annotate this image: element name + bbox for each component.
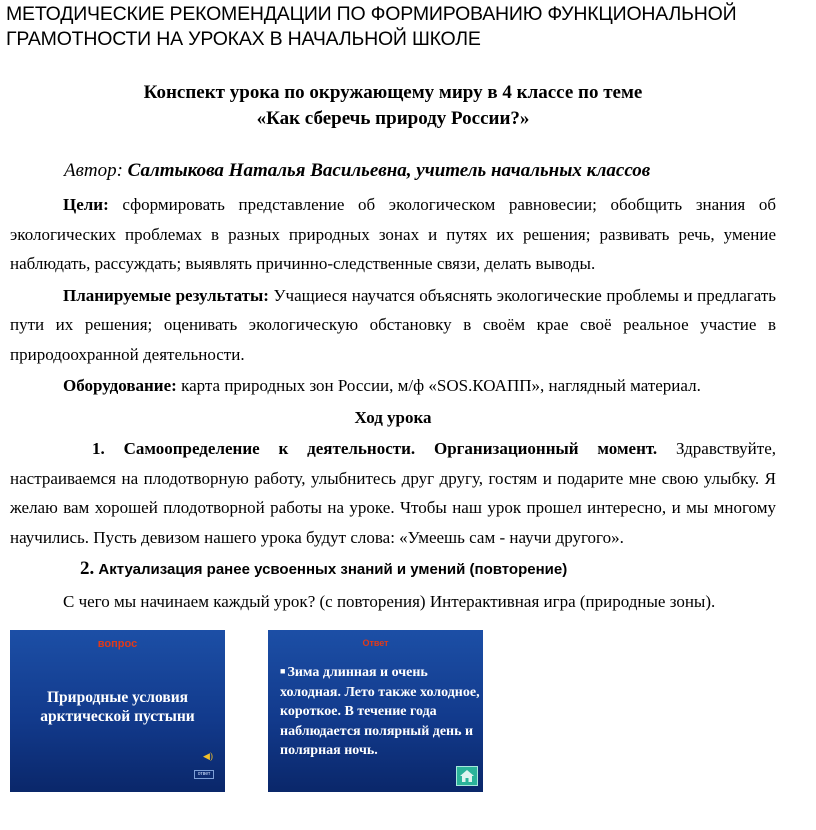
- question-slide-text: Природные условия арктической пустыни: [40, 689, 195, 725]
- answer-slide-heading: Ответ: [362, 638, 389, 648]
- step-2-number: 2.: [80, 558, 95, 579]
- header-line-2: ГРАМОТНОСТИ НА УРОКАХ В НАЧАЛЬНОЙ ШКОЛЕ: [6, 28, 481, 50]
- results-paragraph: [10, 281, 776, 370]
- lesson-document: [10, 80, 776, 616]
- equipment-text: карта природных зон России, м/ф «SOS.КОАПП», наглядный материал.: [176, 376, 701, 395]
- lesson-title-line-1: Конспект урока по окружающему миру в 4 классе по теме: [143, 82, 643, 103]
- results-text: Учащиеся научатся объяснять экологические проблемы и предлагать пути их решения; оценивать экологическую обстановку в своём крае своё реальное участие в природоохранной деятельности.: [10, 285, 777, 364]
- answer-text: Зима длинная и очень холодная. Лето также холодное, короткое. В течение года наблюдается полярный день и полярная ночь.: [280, 665, 480, 758]
- author-label: Автор:: [64, 160, 128, 181]
- author-name: Салтыкова Наталья Васильевна, учитель начальных классов: [127, 160, 651, 181]
- question-slide-heading: вопрос: [97, 638, 138, 650]
- answer-slide: [268, 630, 483, 792]
- home-icon: [457, 767, 477, 785]
- goals-text: сформировать представление об экологическом равновесии; обобщить знания об экологических проблемах в разных природных зонах и путях их решения; развивать речь, умение наблюдать, рассуждать; выявлять причинно-следственные связи, делать выводы.: [10, 195, 776, 273]
- results-label: Планируемые результаты:: [63, 285, 269, 305]
- question-paragraph: С чего мы начинаем каждый урок? (с повторения) Интерактивная игра (природные зоны).: [63, 591, 716, 611]
- step-1-text: Здравствуйте, настраиваемся на плодотворную работу, улыбнитесь друг другу, гостям и подарите мне свою улыбку. Я желаю вам хорошей плодотворной работы на уроке. Чтобы наш урок прошел интересно, и мы многому научились. Пусть девизом нашего урока будут слова: «Умеешь сам - научи другого».: [10, 439, 776, 547]
- step-2-heading: [10, 554, 776, 585]
- step-1-paragraph: [10, 434, 776, 552]
- section-heading: Ход урока: [354, 407, 432, 427]
- step-1-label: 1. Самоопределение к деятельности. Организационный момент.: [92, 439, 658, 458]
- question-slide: [10, 630, 225, 792]
- answer-slide-text: [280, 662, 480, 761]
- equipment-paragraph: [10, 371, 776, 401]
- lesson-title: [10, 80, 776, 132]
- document-header: [6, 2, 806, 52]
- answer-button[interactable]: ответ: [194, 770, 214, 779]
- speaker-icon: ◀): [203, 751, 213, 761]
- lesson-title-line-2: «Как сберечь природу России?»: [256, 108, 530, 129]
- goals-paragraph: [10, 190, 776, 279]
- author-line: [64, 158, 776, 184]
- step-2-text: Актуализация ранее усвоенных знаний и умений (повторение): [94, 561, 568, 578]
- home-button[interactable]: [456, 766, 478, 786]
- header-line-1: МЕТОДИЧЕСКИЕ РЕКОМЕНДАЦИИ ПО ФОРМИРОВАНИЮ ФУНКЦИОНАЛЬНОЙ: [6, 3, 737, 25]
- equipment-label: Оборудование:: [63, 376, 177, 395]
- bullet-icon: ■: [280, 666, 286, 676]
- goals-label: Цели:: [63, 195, 109, 214]
